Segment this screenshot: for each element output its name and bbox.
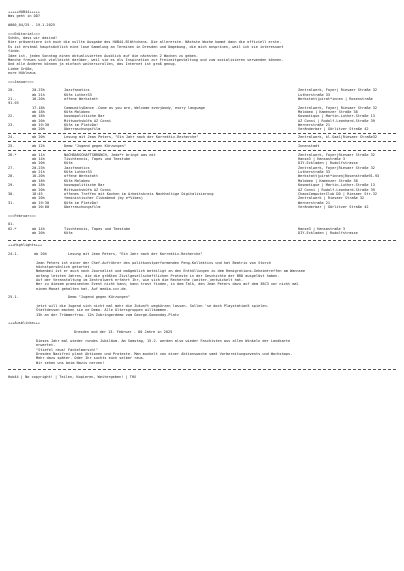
highlight-date: 24.1. (8, 251, 19, 256)
highlight-text: höchstpersönlich getortet. (36, 264, 92, 269)
editorial-line: Hier präsentiere ich euch die nullte Ausgabe des HUB44-Blättchens. Die allererste. Nächste Woche kommt dann die offiziell erste. (8, 40, 282, 45)
event-row-time: ab 19:30 (32, 200, 50, 205)
divider (8, 133, 396, 134)
event-row-place: Innenstadt (298, 143, 320, 148)
highlight-text: Wer zu diesem prominenten Event nicht kann, kann trost finden, in dem Talk, den Jean Peters dazu auf dem 38C3 vor nicht mal (36, 282, 299, 287)
event-row-title: Jazzfanatics (64, 165, 90, 170)
event-row-time: ab 14h (32, 226, 45, 231)
ausblick-text: erwartet. (36, 343, 56, 348)
event-row-title: Küfa Luther33 (64, 92, 92, 97)
event-row-date: 26.* (8, 152, 17, 157)
section-heading-januar: ===Januar=== (8, 79, 34, 84)
divider (8, 141, 396, 142)
event-row-date: 28. (8, 174, 15, 179)
event-row-date: 91-93 (8, 101, 19, 106)
event-row-title: Küfa Malobeo (64, 178, 90, 183)
event-row-date: 25. (8, 143, 15, 148)
event-row-time: ab 18h (32, 183, 45, 188)
event-row-date: 30. (8, 191, 15, 196)
editorial-line: finde. (8, 49, 21, 54)
editorial-line: Und alle Anderen können ja einfach weiterscrollen, das Internet ist groß genug. (8, 62, 177, 67)
event-row-date: 23. (8, 123, 15, 128)
header-line: #000_04/25 - 19.1.2025 (8, 23, 55, 28)
event-row-place: Kosmotique | Martin-Luther-Straße 13 (298, 114, 375, 119)
header-line: +++++HUB44+++++ (8, 10, 41, 14)
event-row-time: ab 20h (32, 118, 45, 123)
highlight-time: ab 20h (34, 251, 47, 256)
event-row-title: Mittwochsküfa AZ Conni (64, 187, 111, 192)
event-row-time: ab 20h (32, 196, 45, 201)
event-row-title: Tischtennis, Tapes und Teestube (64, 226, 131, 231)
highlight-text: Auf der Veranstaltung im Zentralwerk erfahrt Ihr, wie sich die Recherche (weiter-)entwickelt hat. (36, 277, 244, 282)
event-row-title: offene Werkstatt (64, 174, 99, 179)
highlight-date: 25.1. (8, 295, 19, 300)
event-row-place: ChaosComputerClub DD | Riesaer Str.32 (298, 191, 378, 196)
divider (8, 150, 396, 151)
event-row-title: feministischer Clubabend (by e*Vibes) (64, 196, 144, 201)
event-row-title: Tischtennis, Tapes und Teestube (64, 157, 131, 162)
event-row-date: 31. (8, 200, 15, 205)
highlight-text: jetzt will die Jugend sich nicht mal mehr die Zukunft wegkürzen lassen. Sollen 'se doch Playstation5 spielen. (36, 304, 269, 309)
event-row-title: Küfa Luther33 (64, 170, 92, 175)
event-row-title: Küfa im PlatzDa! (64, 200, 99, 205)
event-row-place: Hanse3 | Hansastraße 3 (298, 157, 345, 162)
event-row-place: Wernerstraße 21 (298, 200, 331, 205)
event-row-time: ab 20h (32, 135, 45, 140)
editorial-line: Idee ist, jeden Sonntag einen aktualisierten Ausblick auf die nächsten 2 Wochen zu geben. (8, 53, 199, 58)
event-row-time: ab 20h (32, 187, 45, 192)
highlight-text: 13h an der Trümmerfrau. 12h Zubringerdemo vom George-Gomonday-Platz (36, 312, 180, 317)
event-row-time: ab 21h (32, 92, 45, 97)
event-row-date: 02.* (8, 226, 17, 231)
header-line: ===Editorial=== (8, 31, 41, 36)
event-row-title: CommunityDance -Come as you are, Welcome everybody, every language (64, 105, 205, 110)
event-row-title: kosmopolitische Bar (64, 114, 105, 119)
event-row-time: ab 20h (32, 231, 45, 235)
editorial-line: eure Hühlnaus (8, 70, 36, 75)
event-row-place: DIY-Eckladen | Rudolfstrasse (298, 161, 358, 166)
event-row-time: ab 20h (32, 161, 45, 166)
event-row-place: AZ Conni | Rudolf-Leonhard-Straße 39 (298, 187, 375, 192)
event-row-time: 18:45 (32, 191, 43, 196)
event-row-place: Zentralwerk | Riesaer Straße 32 (298, 196, 365, 201)
event-row-time: 17-18h (32, 105, 45, 110)
event-row-time: ab 12h (32, 143, 45, 148)
event-row-place: Zentralwerk, kl.Saal|Riesaer Straße32 (298, 135, 378, 140)
event-row-place: Zentralwerk, Foyer|Riesaer Straße 32 (298, 152, 375, 157)
highlight-text: Stattdessen machen sie ne Demo. Alle Altersgruppen willkommen. (36, 308, 169, 313)
event-row-title: NACHBARSCHAFTSBRUNCH, Jede*r bringt was mit (64, 152, 156, 157)
event-row-place: AZ Conni | Rudolf-Leonhard-Straße 39 (298, 118, 375, 123)
highlight-text: einem Monat gehalten hat. Auf media.ccc.de. (36, 286, 128, 291)
section-heading-februar: ===Februar=== (8, 213, 36, 218)
event-row-date: 22. (8, 114, 15, 119)
event-row-date: 21.- (8, 97, 17, 101)
event-row-place: Lutherstraße 33 (298, 92, 331, 97)
event-row-time: ab 14h (32, 157, 45, 162)
editorial-line: Schön, dass wir dasind! (8, 36, 58, 41)
event-row-time: 20-23h (32, 88, 45, 93)
event-row-time: 16-20h (32, 174, 45, 179)
section-heading-ausblicke: +++Ausblicke+++ (8, 321, 41, 326)
event-row-time: ab 11h (32, 152, 45, 157)
event-row-place: Kosmotique | Martin-Luther-Straße 13 (298, 183, 375, 188)
event-row-title: Überraschungsfilm (64, 204, 101, 209)
editorial-line: Manche freuen sich vielleicht darüber, weil sie es als Inspiration zur Freizeitgestaltung und zum sozialisieren verwenden können. (8, 57, 284, 62)
event-row-date: 27. (8, 165, 15, 170)
section-heading-highlights: +++Highlights+++ (8, 243, 43, 248)
event-row-title: Lesung mit Jean Peters, "Ein Jahr nach der Korrektiv-Recherche" (64, 135, 199, 140)
event-row-place: Veränderbar | Görlitzer Straße 42 (298, 127, 369, 132)
event-row-title: Demo "Jugend gegen Kürzungen" (64, 143, 126, 148)
ausblick-title: Dresden und der 13. Februar - 80 Jahre in 2025 (74, 330, 173, 335)
event-row-title: Jazzfanatics (64, 88, 90, 93)
highlight-text: Jean Peters ist einer der Chef-Aufrührer des politkunstperformenden Peng-Kollektivs und hat Beatrix von Storch (36, 260, 271, 265)
event-row-title: Küfa (64, 161, 73, 166)
footer-text: Hub44 | No copyright! | Teilen, Kopieren, Weitergeben! | THX (8, 374, 137, 379)
highlight-title: Lesung mit Jean Peters, "Ein Jahr nach der Korrektiv-Recherche" (68, 251, 203, 256)
editorial-line: Liebe Grüße, (8, 66, 34, 71)
event-row-time: ab 20h (32, 127, 45, 132)
editorial-line: Es ist erstmal hauptsächlich eine lose Sammlung an Terminen in Dresden und Umgebung, die mich ansprinen, weil ich sie interessant (8, 44, 284, 49)
event-row-time: ab 18h (32, 114, 45, 119)
event-row-time: ab 20:00 (32, 204, 50, 209)
event-row-title: Küfa Malobeo (64, 110, 90, 115)
event-row-title: offene Werkstatt (64, 97, 99, 101)
divider (8, 369, 396, 370)
divider (8, 240, 396, 241)
event-row-place: Werkstatt|pirat*innen | Rosenstraße (298, 97, 373, 101)
ausblick-text: Wir sehen uns beim Nazis nerven! (36, 360, 105, 365)
event-row-title: Küfa (64, 231, 73, 235)
event-row-time: 16-20h (32, 97, 45, 101)
ausblick-text: Dieses Jahr mal wieder rundes Jubiläum. Am Samstag, 15.2. werden also wieder Faschisten aus allen Winkeln der Landkarte (36, 338, 291, 343)
event-row-title: Überraschungsfilm (64, 127, 101, 132)
event-row-date: 20. (8, 88, 15, 93)
event-row-place: Lutherstraße 33 (298, 170, 331, 175)
event-row-place: Malobeo | Kamenzer Straße 38 (298, 178, 358, 183)
event-row-time: ab 21h (32, 170, 45, 175)
event-row-date: 01. (8, 222, 15, 227)
event-row-place: Veränderbar | Görlitzer Straße 42 (298, 204, 369, 209)
event-row-title: Küfa im PlatzDa! (64, 123, 99, 128)
event-row-place: Werkstatt|pirat*innen|Rosenstraße91-93 (298, 174, 380, 179)
event-row-time: ab 18h (32, 178, 45, 183)
event-row-place: Zentralwerk, Foyer| Riesaer Straße 32 (298, 105, 378, 110)
ausblick-text: "Stiefel raus! Fackelmarsch!" (36, 347, 98, 352)
header-line: Was geht in DD? (8, 14, 41, 19)
highlight-text: anfang letzten Jahres, die die größten Zivilgesellschaftlichen Proteste in der Geschichte der BRD ausgelöst haben. (36, 273, 280, 278)
highlight-text: Nebenbei ist er auch noch Journalist und maßgeblich beteiligt an den Enthüllungen zu dem Remigrations-Geheimtreffen am Wannsee (36, 269, 306, 274)
event-row-date: 29. (8, 183, 15, 188)
ausblick-text: Dresden Nazifrei plant Aktionen und Proteste. Man munkelt von einer Aktionswoche samt Vorbereitungsevents und Workshops. (36, 351, 293, 356)
event-row-place: Hanse3 | Hansastraße 3 (298, 226, 345, 231)
event-row-title: Mittwochsküfa AZ Conni (64, 118, 111, 123)
event-row-place: Malobeo | Kamenzer Straße 38 (298, 110, 358, 115)
event-row-place: DIY-Eckladen | Rudolfstrasse (298, 231, 358, 235)
event-row-date: 24. (8, 135, 15, 140)
event-row-place: Zentralwerk, Foyer|Riesaer Straße 32 (298, 165, 375, 170)
event-row-title: offenes Treffen mit Kochen im Arbeitskreis Nachhaltige Digitalisierung (64, 191, 214, 196)
event-row-time: ab 18h (32, 110, 45, 115)
event-row-time: ab 19:30 (32, 123, 50, 128)
event-row-place: Wernerstraße 21 (298, 123, 331, 128)
ausblick-text: Mehr dazu später. Oder Ihr suchts euch selber raus. (36, 356, 145, 361)
event-row-time: 20-23h (32, 165, 45, 170)
event-row-place: Zentralwerk, Foyer| Riesaer Straße 32 (298, 88, 378, 93)
highlight-title: Demo "Jugend gegen Kürzungen" (68, 295, 130, 300)
event-row-title: kosmopolitische Bar (64, 183, 105, 188)
